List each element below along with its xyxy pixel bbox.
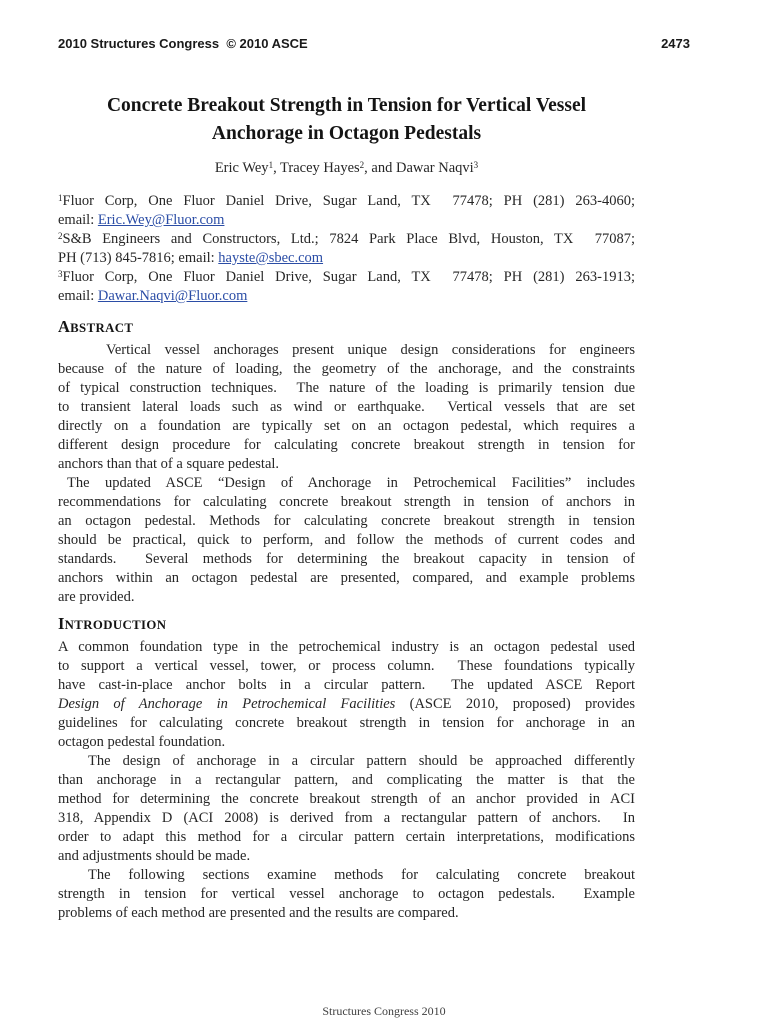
text-segment: email: <box>58 212 98 228</box>
text-line <box>58 733 635 752</box>
text-segment: problems of each method are presented and the results are compared. <box>58 905 459 921</box>
text-line <box>58 287 635 306</box>
text-segment: email: <box>58 288 98 304</box>
text-segment: A common foundation type in the petrochemical industry is an octagon pedestal used <box>58 639 635 655</box>
section-abstract <box>58 318 635 607</box>
section-heading-abstract: ABSTRACT <box>58 317 134 336</box>
text-line <box>58 398 635 417</box>
superscript: 3 <box>58 268 63 279</box>
text-segment: The design of anchorage in a circular pattern should be approached differently <box>88 753 635 769</box>
superscript: 1 <box>58 192 63 203</box>
text-segment: Vertical vessel anchorages present unique design considerations for engineers <box>106 342 635 358</box>
text-segment: strength in tension for vertical vessel anchorage to octagon pedestals. Example <box>58 886 635 902</box>
text-line <box>58 192 635 211</box>
text-segment: are provided. <box>58 589 135 605</box>
paper-title-line1: Concrete Breakout Strength in Tension for Vertical Vessel <box>106 95 587 116</box>
text-line <box>58 809 635 828</box>
page-number: 2473 <box>661 36 690 51</box>
text-segment: should be practical, quick to perform, and follow the methods of current codes and <box>58 532 635 548</box>
superscript: 2 <box>359 159 365 170</box>
abstract-paragraph-1 <box>58 341 635 474</box>
text-line <box>58 847 635 866</box>
page-content <box>58 0 635 923</box>
text-segment: PH (713) 845-7816; email: <box>58 250 219 266</box>
header-proceedings-label: 2010 Structures Congress © 2010 ASCE <box>58 36 308 51</box>
email-link[interactable]: Eric.Wey@Fluor.com <box>97 212 225 228</box>
text-segment: than anchorage in a rectangular pattern, and complicating the matter is that the <box>58 772 635 788</box>
authors-line <box>58 159 635 178</box>
text-segment: guidelines for calculating concrete breakout strength in tension for anchorage in an <box>58 715 635 731</box>
text-segment: an octagon pedestal. Methods for calculating concrete breakout strength in tension <box>58 513 635 529</box>
email-link[interactable]: Dawar.Naqvi@Fluor.com <box>97 288 248 304</box>
introduction-paragraph-2 <box>58 752 635 866</box>
text-line <box>58 493 635 512</box>
text-line <box>58 436 635 455</box>
text-segment: S&B Engineers and Constructors, Ltd.; 7824 Park Place Blvd, Houston, TX 77087; <box>62 231 635 247</box>
superscript: 2 <box>58 230 63 241</box>
text-line <box>58 885 635 904</box>
text-line <box>58 771 635 790</box>
text-segment: of typical construction techniques. The nature of the loading is primarily tension due <box>58 380 635 396</box>
affiliation-1 <box>58 192 635 230</box>
text-segment: , and Dawar Naqvi <box>364 160 474 176</box>
text-line <box>58 866 635 885</box>
email-link[interactable]: hayste@sbec.com <box>218 250 324 266</box>
text-line <box>58 714 635 733</box>
text-line <box>58 790 635 809</box>
text-line <box>58 676 635 695</box>
text-segment: Fluor Corp, One Fluor Daniel Drive, Sugar Land, TX 77478; PH (281) 263-1913; <box>62 269 635 285</box>
text-segment: because of the nature of loading, the geometry of the anchorage, and the constraints <box>58 361 635 377</box>
text-segment: The updated ASCE “Design of Anchorage in Petrochemical Facilities” includes <box>67 475 635 491</box>
text-segment: (ASCE 2010, proposed) provides <box>395 696 635 712</box>
text-line <box>58 828 635 847</box>
introduction-paragraph-1 <box>58 638 635 752</box>
superscript: 3 <box>473 159 479 170</box>
text-line <box>58 550 635 569</box>
introduction-paragraph-3 <box>58 866 635 923</box>
text-segment: recommendations for calculating concrete breakout strength in tension of anchors in <box>58 494 635 510</box>
text-segment: directly on a foundation are typically set on an octagon pedestal, which requires a <box>58 418 635 434</box>
affiliations-block <box>58 192 635 306</box>
text-line <box>58 638 635 657</box>
text-segment: standards. Several methods for determining the breakout capacity in tension of <box>58 551 635 567</box>
text-line <box>58 752 635 771</box>
text-line <box>58 512 635 531</box>
text-segment: to support a vertical vessel, tower, or process column. These foundations typically <box>58 658 635 674</box>
running-header <box>58 36 690 51</box>
text-segment: different design procedure for calculating concrete breakout strength in tension for <box>58 437 635 453</box>
text-segment: have cast-in-place anchor bolts in a circular pattern. The updated ASCE Report <box>58 677 635 693</box>
text-segment: to transient lateral loads such as wind or earthquake. Vertical vessels that are set <box>58 399 635 415</box>
section-heading-introduction: INTRODUCTION <box>58 614 167 633</box>
text-segment: 318, Appendix D (ACI 2008) is derived from a rectangular pattern of anchors. In <box>58 810 635 826</box>
text-line <box>58 588 635 607</box>
text-line <box>58 904 635 923</box>
footer-label: Structures Congress 2010 <box>322 1004 446 1018</box>
text-segment: order to adapt this method for a circular pattern certain interpretations, modifications <box>58 829 635 845</box>
text-line <box>58 249 635 268</box>
section-introduction <box>58 615 635 923</box>
text-segment: Eric Wey <box>214 160 269 176</box>
abstract-paragraph-2 <box>58 474 635 607</box>
text-segment: Fluor Corp, One Fluor Daniel Drive, Sugar Land, TX 77478; PH (281) 263-4060; <box>62 193 635 209</box>
text-segment: anchors within an octagon pedestal are presented, compared, and example problems <box>58 570 635 586</box>
text-line <box>58 211 635 230</box>
text-segment: Design of Anchorage in Petrochemical Facilities <box>58 696 396 712</box>
paper-title <box>58 92 635 148</box>
text-segment: The following sections examine methods for calculating concrete breakout <box>88 867 635 883</box>
affiliation-2 <box>58 230 635 268</box>
text-line <box>58 531 635 550</box>
text-line <box>58 341 635 360</box>
text-line <box>58 268 635 287</box>
affiliation-3 <box>58 268 635 306</box>
paper-title-line2: Anchorage in Octagon Pedestals <box>211 123 482 144</box>
text-line <box>58 379 635 398</box>
text-line <box>58 417 635 436</box>
text-segment: , Tracey Hayes <box>273 160 360 176</box>
text-line <box>58 360 635 379</box>
text-line <box>58 695 635 714</box>
text-line <box>58 474 635 493</box>
text-segment: method for determining the concrete breakout strength of an anchor provided in ACI <box>58 791 635 807</box>
text-segment: and adjustments should be made. <box>58 848 251 864</box>
text-segment: anchors than that of a square pedestal. <box>58 456 280 472</box>
text-segment: octagon pedestal foundation. <box>58 734 226 750</box>
text-line <box>58 657 635 676</box>
text-line <box>58 455 635 474</box>
text-line <box>58 569 635 588</box>
superscript: 1 <box>268 159 274 170</box>
text-line <box>58 230 635 249</box>
